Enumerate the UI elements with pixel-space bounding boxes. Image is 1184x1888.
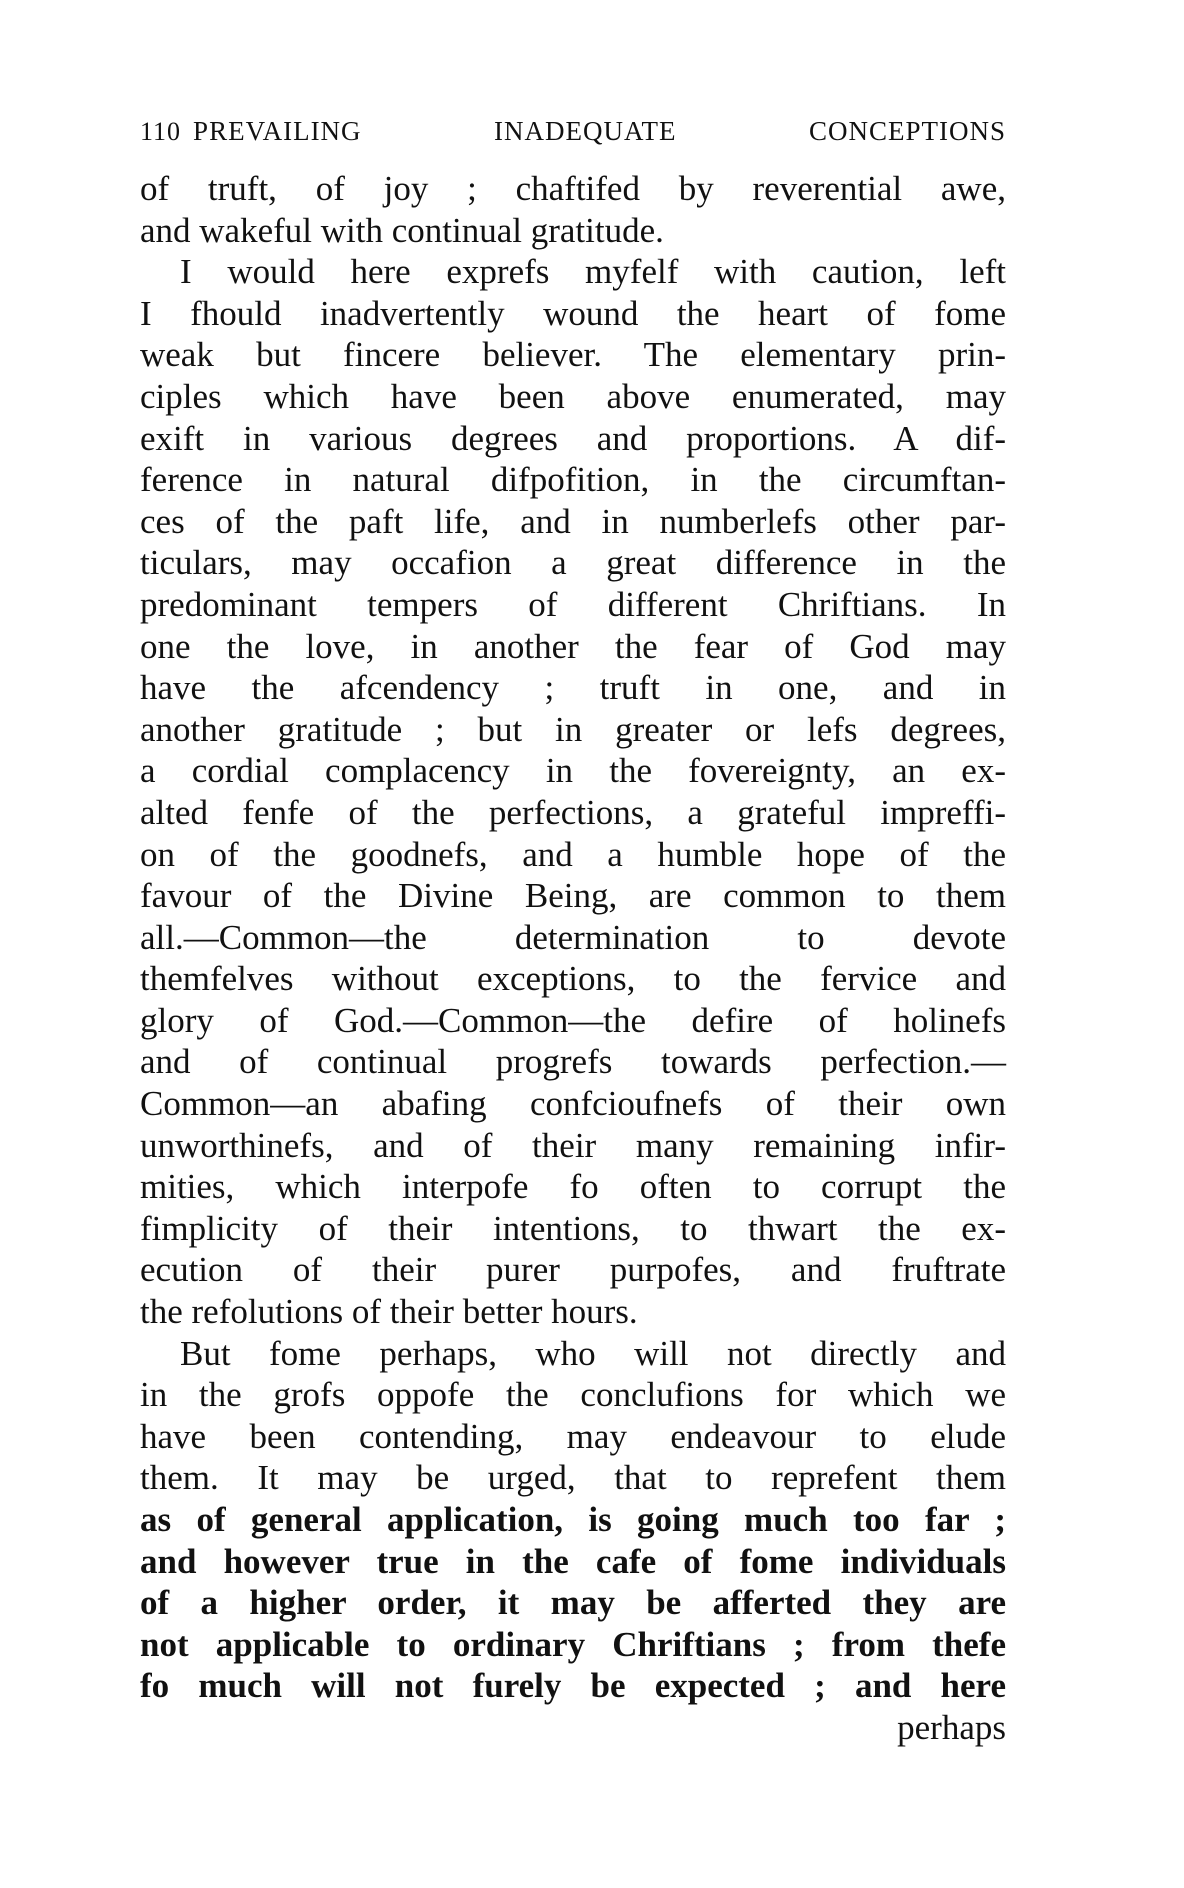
text-line: another gratitude ; but in greater or lefs degrees,: [140, 709, 1006, 749]
text-line: have been contending, may endeavour to elude: [140, 1416, 1006, 1456]
text-line: and wakeful with continual gratitude.: [140, 210, 664, 250]
text-line: ciples which have been above enumerated, may: [140, 376, 1006, 416]
text-line: ticulars, may occafion a great difference in the: [140, 543, 1006, 583]
text-line: one the love, in another the fear of God may: [140, 626, 1006, 666]
text-line: But fome perhaps, who will not directly and: [180, 1333, 1006, 1373]
text-line: of truft, of joy ; chaftifed by reverential awe,: [140, 169, 1006, 208]
text-line: them. It may be urged, that to reprefent them: [140, 1458, 1006, 1498]
body-text: [140, 168, 1006, 1749]
text-line: in the grofs oppofe the conclufions for which we: [140, 1375, 1006, 1415]
text-line: ecution of their purer purpofes, and fruftrate: [140, 1250, 1006, 1290]
text-line: the refolutions of their better hours.: [140, 1292, 638, 1332]
text-line: perhaps: [897, 1707, 1006, 1747]
text-line: as of general application, is going much too far ;: [140, 1500, 1006, 1539]
text-line: of a higher order, it may be afferted they are: [140, 1583, 1006, 1623]
text-line: I would here exprefs myfelf with caution, left: [180, 252, 1006, 292]
text-line: unworthinefs, and of their many remaining infir-: [140, 1125, 1006, 1165]
text-line: on of the goodnefs, and a humble hope of the: [140, 834, 1006, 874]
text-line: alted fenfe of the perfections, a grateful impreffi-: [140, 792, 1006, 832]
text-line: fo much will not furely be expected ; and here: [140, 1666, 1006, 1706]
text-line: glory of God.—Common—the defire of holinefs: [140, 1000, 1006, 1040]
text-line: Common—an abafing confcioufnefs of their own: [140, 1084, 1006, 1124]
running-header: [140, 116, 1006, 156]
text-line: ference in natural difpofition, in the circumftan-: [140, 460, 1006, 500]
text-line: not applicable to ordinary Chriftians ; from thefe: [140, 1624, 1006, 1664]
text-line: and of continual progrefs towards perfection.—: [140, 1042, 1006, 1082]
text-line: favour of the Divine Being, are common to them: [140, 876, 1006, 916]
text-line: ces of the paft life, and in numberlefs other par-: [140, 501, 1006, 541]
text-line: themfelves without exceptions, to the fervice and: [140, 959, 1006, 999]
text-line: have the afcendency ; truft in one, and in: [140, 668, 1006, 708]
text-line: predominant tempers of different Chriftians. In: [140, 584, 1006, 624]
running-title: PREVAILING INADEQUATE CONCEPTIONS: [193, 116, 1006, 146]
text-line: weak but fincere believer. The elementary prin-: [140, 335, 1006, 375]
text-line: exift in various degrees and proportions. A dif-: [140, 418, 1006, 458]
text-line: all.—Common—the determination to devote: [140, 917, 1006, 957]
text-line: mities, which interpofe fo often to corrupt the: [140, 1167, 1006, 1207]
text-line: and however true in the cafe of fome individuals: [140, 1541, 1006, 1581]
text-line: fimplicity of their intentions, to thwart the ex-: [140, 1208, 1006, 1248]
text-line: a cordial complacency in the fovereignty, an ex-: [140, 751, 1006, 791]
text-line: I fhould inadvertently wound the heart of fome: [140, 293, 1006, 333]
page-number: 110: [140, 117, 182, 146]
